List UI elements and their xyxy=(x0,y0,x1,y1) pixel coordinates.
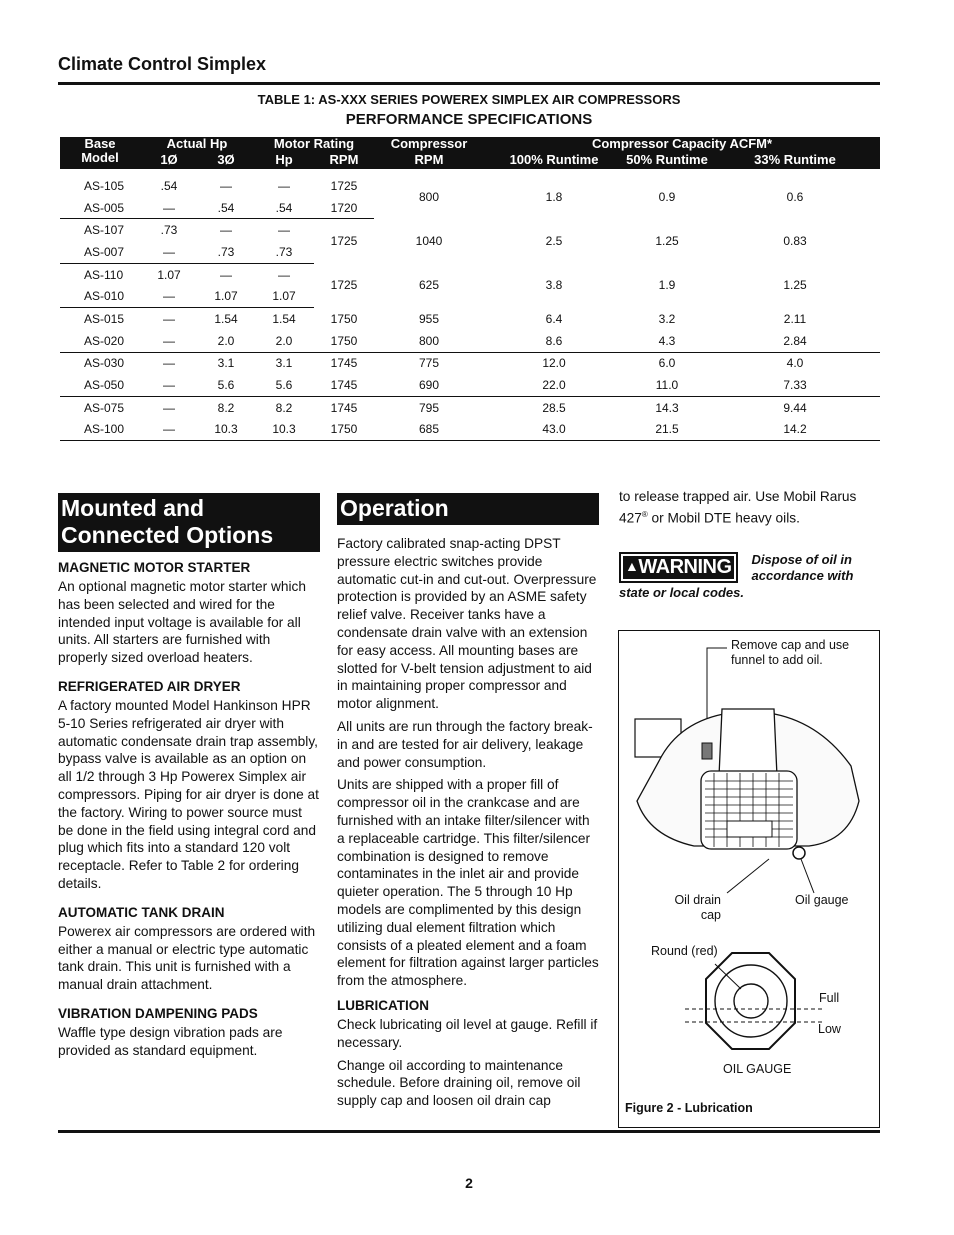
cell-c100: 12.0 xyxy=(542,356,566,371)
operation-paragraph-3: Units are shipped with a proper fill of compressor oil in the crankcase and are furnished with an intake filter/silencer with a replaceable cartridge. This filter/silencer combination is designed to remove contaminates in the inlet air and provide quieter operation. The 5 through 10 Hp models are complimented by this design utilizing dual element filtration which consists of a pleated element and a foam element for filtration against larger particles from the atmosphere. xyxy=(337,777,599,989)
gauge-leader xyxy=(801,859,814,893)
cell-c33: 0.83 xyxy=(783,234,807,249)
cell-c100: 1.8 xyxy=(545,189,563,204)
table-header-row-1 xyxy=(60,137,880,151)
cell-crpm: 775 xyxy=(418,356,440,371)
cell-mhp: 1.54 xyxy=(272,311,296,326)
lubrication-paragraph-2: Change oil according to maintenance schedule. Before draining oil, remove oil supply cap and loosen oil drain cap xyxy=(337,1057,581,1109)
oil-gauge-red-dot xyxy=(734,984,768,1018)
cell-hp1: — xyxy=(140,419,198,441)
heading-line-2: Connected Options xyxy=(61,522,274,548)
cell-hp3: 8.2 xyxy=(217,400,235,415)
cell-c50: 6.0 xyxy=(658,356,676,371)
cell-crpm: 955 xyxy=(418,311,440,326)
cell-mhp: — xyxy=(278,223,290,238)
cell-crpm: 1040 xyxy=(415,234,443,249)
operation-paragraph-2: All units are run through the factory break-in and are tested for air delivery, leakage and power consumption. xyxy=(337,718,593,770)
label-low: Low xyxy=(818,1022,841,1036)
callout-remove-cap: Remove cap and use funnel to add oil. xyxy=(731,638,850,667)
mounted-options-heading xyxy=(58,493,320,552)
continued-text-b: or Mobil DTE heavy oils. xyxy=(647,510,800,526)
lubrication-continued-column xyxy=(619,488,881,527)
warning-note-a: Dispose of oil in accordance with xyxy=(751,552,854,583)
label-oil-gauge: Oil gauge xyxy=(795,893,849,907)
lubrication-title: LUBRICATION xyxy=(337,997,429,1013)
lubrication-continued xyxy=(619,488,881,527)
page-header-title: Climate Control Simplex xyxy=(58,54,267,74)
th-1ph: 1Ø xyxy=(140,151,198,169)
cell-c50: 21.5 xyxy=(624,419,710,441)
magnetic-starter-body: An optional magnetic motor starter which has been selected and wired for the intended input voltage is available for all units. All starters are furnished with properly sized overload heaters. xyxy=(58,579,307,666)
th-33: 33% Runtime xyxy=(710,151,880,169)
warning-label: WARNING xyxy=(638,556,732,578)
cell-crpm: 625 xyxy=(418,278,440,293)
cell-c33: 9.44 xyxy=(783,400,807,415)
cell-hp1: .73 xyxy=(160,223,178,238)
cell-mrpm: 1750 xyxy=(314,419,374,441)
cell-mhp: — xyxy=(278,178,290,193)
cell-hp1: — xyxy=(140,197,198,219)
cell-c100: 22.0 xyxy=(484,374,624,396)
cell-mhp: .73 xyxy=(254,241,314,263)
cell-hp1: — xyxy=(163,356,175,371)
cell-hp1: — xyxy=(140,285,198,307)
cell-mrpm: 1720 xyxy=(314,197,374,219)
cell-c100: 6.4 xyxy=(545,311,563,326)
cell-c33: 0.6 xyxy=(786,189,804,204)
th-base: Base xyxy=(60,137,140,151)
cell-c33: 4.0 xyxy=(786,356,804,371)
oil-cap xyxy=(702,743,712,759)
cell-hp3: — xyxy=(220,223,232,238)
figure-lubrication xyxy=(618,630,880,1128)
warning-badge xyxy=(619,552,738,583)
nameplate xyxy=(727,821,772,837)
cell-hp3: 1.07 xyxy=(198,285,254,307)
air-dryer-body: A factory mounted Model Hankinson HPR 5-10 Series refrigerated air dryer with automatic condensate drain trap assembly, bypass valve is available as an option on all 1/2 through 3 Hp Powerex Simplex air compressors. Piping for air dryer is done at the factory. Wiring to power source must be done in the field using integral cord and plug which fits into a standard 120 volt receptacle. Refer to Table 2 for ordering details. xyxy=(58,697,319,891)
drain-line-2: cap xyxy=(700,908,721,922)
cell-c50: 0.9 xyxy=(658,189,676,204)
cell-base: AS-007 xyxy=(60,241,140,263)
cell-c50: 1.9 xyxy=(658,278,676,293)
magnetic-starter-title: MAGNETIC MOTOR STARTER xyxy=(58,560,251,575)
drain-leader xyxy=(727,859,769,893)
cell-mhp: 2.0 xyxy=(254,330,314,352)
vibration-pads-title: VIBRATION DAMPENING PADS xyxy=(58,1005,258,1021)
cell-c100: 3.8 xyxy=(545,278,563,293)
performance-table xyxy=(60,137,880,441)
cell-mrpm: 1725 xyxy=(330,178,358,193)
cell-c100: 8.6 xyxy=(484,330,624,352)
cell-c33: 2.11 xyxy=(783,311,807,326)
cell-base: AS-105 xyxy=(84,178,125,193)
tank-drain-body: Powerex air compressors are ordered with either a manual or electric type automatic tank drain. This unit is furnished with a manual drain attachment. xyxy=(58,923,316,993)
footer-rule xyxy=(58,1130,880,1133)
cell-crpm: 795 xyxy=(418,400,440,415)
cell-hp3: — xyxy=(220,178,232,193)
label-oil-gauge-title: OIL GAUGE xyxy=(723,1062,792,1076)
table-row xyxy=(60,419,880,441)
cell-hp1: — xyxy=(140,330,198,352)
table-subtitle: PERFORMANCE SPECIFICATIONS xyxy=(345,111,593,128)
cell-c50: 14.3 xyxy=(655,400,679,415)
th-3ph: 3Ø xyxy=(198,151,254,169)
th-100: 100% Runtime xyxy=(484,151,624,169)
cell-base: AS-110 xyxy=(84,267,124,282)
cell-mhp: 10.3 xyxy=(254,419,314,441)
header-rule xyxy=(58,82,880,85)
cell-base: AS-075 xyxy=(84,400,125,415)
cell-hp3: .54 xyxy=(198,197,254,219)
cell-mrpm: 1750 xyxy=(314,330,374,352)
cell-c33: 14.2 xyxy=(710,419,880,441)
cell-c33: 2.84 xyxy=(710,330,880,352)
cell-hp3: 5.6 xyxy=(198,374,254,396)
figure-caption: Figure 2 - Lubrication xyxy=(625,1101,753,1115)
cell-mhp: 5.6 xyxy=(254,374,314,396)
cell-mhp: — xyxy=(278,267,290,282)
th-capacity: Compressor Capacity ACFM* xyxy=(484,137,880,151)
cell-mhp: 3.1 xyxy=(275,356,293,371)
cell-base: AS-050 xyxy=(60,374,140,396)
cell-hp1: — xyxy=(163,400,175,415)
cell-c100: 43.0 xyxy=(484,419,624,441)
cell-hp3: 10.3 xyxy=(198,419,254,441)
th-model: Model xyxy=(60,151,140,169)
cell-mrpm: 1725 xyxy=(330,278,358,293)
cell-c100: 28.5 xyxy=(542,400,566,415)
table-row xyxy=(60,219,880,241)
warning-block xyxy=(619,552,881,601)
label-full: Full xyxy=(819,991,840,1005)
page-number: 2 xyxy=(465,1175,473,1191)
compressor-illustration xyxy=(619,631,879,1127)
cell-c33: 7.33 xyxy=(710,374,880,396)
table-row xyxy=(60,374,880,396)
lubrication-paragraph-1: Check lubricating oil level at gauge. Refill if necessary. xyxy=(337,1016,598,1050)
operation-paragraph-1: Factory calibrated snap-acting DPST pressure electric switches provide automatic cut-in and cut-out. Overpressure protection is provided by an ASME safety relief valve. Receiver tanks have a condensate drain valve with an extension for easy access. All mounting bases are slotted for V-belt tension adjustment to aid in maintaining proper compressor and motor alignment. xyxy=(337,536,597,712)
cell-mrpm: 1745 xyxy=(314,374,374,396)
cell-base: AS-107 xyxy=(84,223,125,238)
table-row xyxy=(60,308,880,330)
cell-hp1: .54 xyxy=(160,178,178,193)
th-actual-hp: Actual Hp xyxy=(140,137,254,151)
th-50: 50% Runtime xyxy=(624,151,710,169)
cell-base: AS-020 xyxy=(60,330,140,352)
th-compressor: Compressor xyxy=(374,137,484,151)
label-round-red: Round (red) xyxy=(651,944,718,958)
table-row xyxy=(60,175,880,197)
cell-c33: 1.25 xyxy=(783,278,807,293)
cell-c50: 1.25 xyxy=(655,234,679,249)
th-comp-rpm: RPM xyxy=(374,151,484,169)
cell-base: AS-005 xyxy=(60,197,140,219)
oil-gauge-knob xyxy=(793,847,805,859)
operation-column xyxy=(337,493,599,1110)
cell-crpm: 800 xyxy=(418,189,440,204)
cell-mrpm: 1745 xyxy=(330,356,358,371)
th-motor-hp: Hp xyxy=(254,151,314,169)
cell-base: AS-100 xyxy=(60,419,140,441)
table-row xyxy=(60,396,880,418)
table-row xyxy=(60,352,880,374)
label-oil-drain-cap xyxy=(669,893,721,923)
cell-base: AS-015 xyxy=(84,311,125,326)
th-motor-rating: Motor Rating xyxy=(254,137,374,151)
cell-crpm: 685 xyxy=(374,419,484,441)
cell-mrpm: 1750 xyxy=(330,311,358,326)
cell-mhp: 1.07 xyxy=(254,285,314,307)
vibration-pads-body: Waffle type design vibration pads are provided as standard equipment. xyxy=(58,1024,283,1058)
table-row xyxy=(60,263,880,285)
warning-note-b: state or local codes. xyxy=(619,585,744,600)
mounted-options-column xyxy=(58,493,320,1060)
table-header-row-2 xyxy=(60,151,880,169)
cell-hp1: — xyxy=(163,311,175,326)
cell-c50: 3.2 xyxy=(658,311,676,326)
cell-base: AS-030 xyxy=(84,356,125,371)
continued-text-a: to release trapped air. Use Mobil Rarus 427 xyxy=(619,489,857,526)
cell-hp1: — xyxy=(140,241,198,263)
cell-crpm: 690 xyxy=(374,374,484,396)
table-row xyxy=(60,330,880,352)
cell-c100: 2.5 xyxy=(545,234,563,249)
table-title: TABLE 1: AS-XXX SERIES POWEREX SIMPLEX AIR COMPRESSORS xyxy=(257,92,681,107)
cell-c50: 4.3 xyxy=(624,330,710,352)
warning-triangle-icon: ▲ xyxy=(625,558,639,574)
cell-hp3: — xyxy=(220,267,232,282)
cell-mhp: .54 xyxy=(254,197,314,219)
cell-crpm: 800 xyxy=(374,330,484,352)
th-motor-rpm: RPM xyxy=(314,151,374,169)
cell-hp1: — xyxy=(140,374,198,396)
cell-mrpm: 1725 xyxy=(330,234,358,249)
air-dryer-title: REFRIGERATED AIR DRYER xyxy=(58,678,241,694)
cell-hp3: 1.54 xyxy=(214,311,238,326)
heading-line-1: Mounted and xyxy=(61,495,205,521)
cell-hp3: 3.1 xyxy=(217,356,235,371)
registered-mark: ® xyxy=(641,509,648,519)
cell-hp3: .73 xyxy=(198,241,254,263)
cell-mhp: 8.2 xyxy=(275,400,293,415)
operation-heading: Operation xyxy=(337,493,599,525)
cell-hp1: 1.07 xyxy=(157,267,181,282)
tank-drain-title: AUTOMATIC TANK DRAIN xyxy=(58,904,225,920)
cell-c50: 11.0 xyxy=(624,374,710,396)
cell-hp3: 2.0 xyxy=(198,330,254,352)
cell-mrpm: 1745 xyxy=(330,400,358,415)
drain-line-1: Oil drain xyxy=(674,893,721,907)
cell-base: AS-010 xyxy=(60,285,140,307)
